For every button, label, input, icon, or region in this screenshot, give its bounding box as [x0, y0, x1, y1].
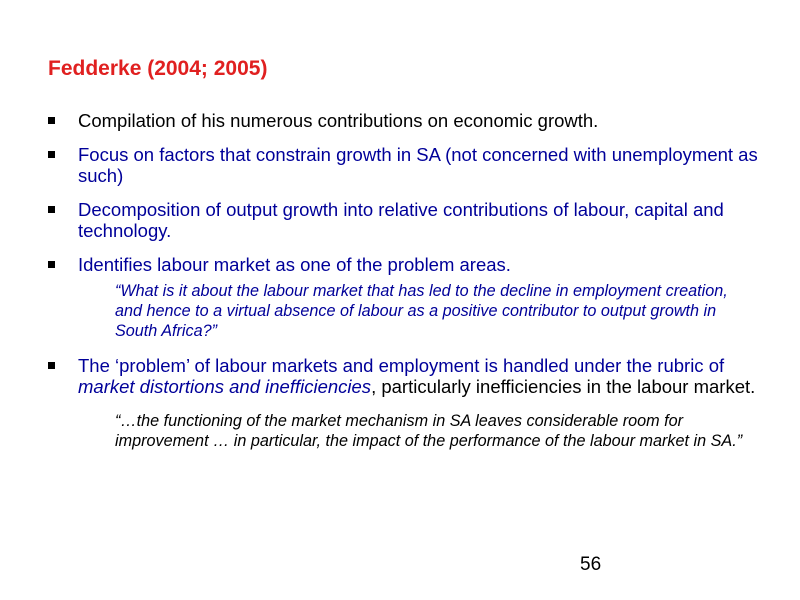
bullet-item [48, 355, 758, 397]
slide-title: Fedderke (2004; 2005) [48, 57, 268, 80]
bullet-text: Decomposition of output growth into relative contributions of labour, capital and technology. [78, 199, 724, 241]
bullet-text: Compilation of his numerous contributions on economic growth. [78, 110, 599, 131]
quote-block: “What is it about the labour market that has led to the decline in employment creation, and hence to a virtual absence of labour as a positive contributor to output growth in South Africa?” [115, 282, 728, 340]
page-number: 56 [580, 554, 602, 575]
bullet-text-part: The ‘problem’ of labour markets and employment is handled under the rubric of [78, 355, 725, 376]
bullet-emphasis: market distortions and inefficiencies [78, 376, 372, 397]
bullet-list [48, 110, 758, 451]
bullet-text: Focus on factors that constrain growth in SA (not concerned with unemployment as such) [78, 144, 758, 186]
square-bullet-icon [48, 261, 55, 268]
bullet-text: Identifies labour market as one of the problem areas. [78, 254, 511, 275]
square-bullet-icon [48, 362, 55, 369]
bullet-text-part: , particularly inefficiencies in the labour market. [371, 376, 756, 397]
bullet-item [48, 144, 758, 186]
bullet-item [48, 254, 758, 275]
bullet-item [48, 199, 758, 241]
square-bullet-icon [48, 206, 55, 213]
square-bullet-icon [48, 151, 55, 158]
square-bullet-icon [48, 117, 55, 124]
bullet-item [48, 110, 758, 131]
quote-block: “…the functioning of the market mechanism in SA leaves considerable room for improvement … in particular, the impact of the performance of the labour market in SA.” [115, 412, 743, 450]
